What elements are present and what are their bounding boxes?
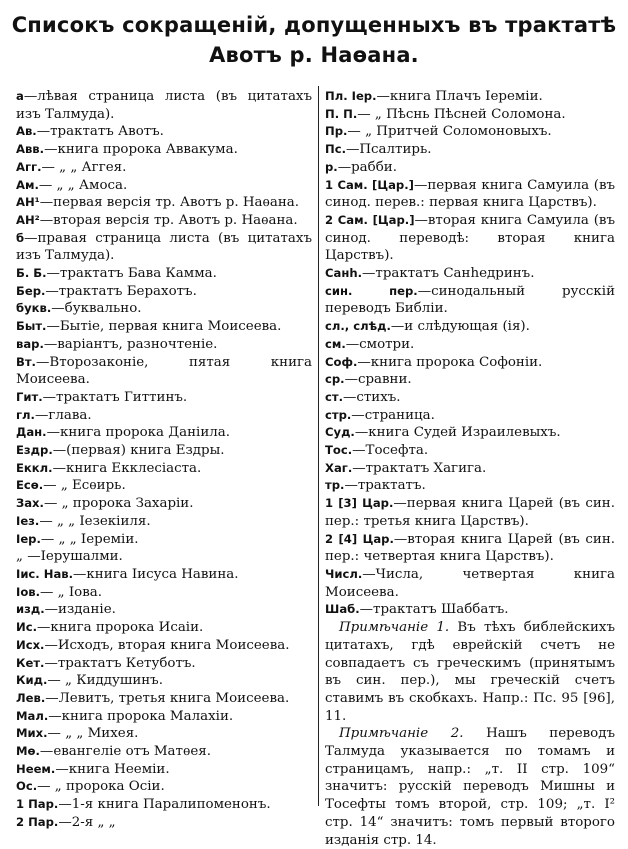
abbreviation-entry <box>16 796 312 814</box>
abbreviation-term: Iер. <box>16 531 41 546</box>
abbreviation-definition: —вторая книга Царей (въ син. пер.: четвертая книга Царствъ). <box>325 531 615 565</box>
abbreviation-definition: —книга Екклесіаста. <box>52 460 202 476</box>
right-column <box>325 88 615 849</box>
abbreviation-entry <box>16 194 312 212</box>
abbreviation-entry <box>16 88 312 123</box>
abbreviation-entry <box>325 371 615 389</box>
abbreviation-definition: —книга пророка Даніила. <box>46 425 230 441</box>
abbreviation-term: изд. <box>16 602 45 617</box>
abbreviation-definition: — „ Есѳирь. <box>43 478 126 494</box>
abbreviation-term: Кид. <box>16 673 48 688</box>
abbreviation-definition: —Тосефта. <box>352 443 429 459</box>
abbreviation-term: Еккл. <box>16 460 53 475</box>
abbreviation-term: Iис. Нав. <box>16 566 74 581</box>
abbreviation-entry <box>325 531 615 566</box>
abbreviation-entry <box>16 123 312 141</box>
abbreviation-entry <box>325 407 615 425</box>
abbreviation-entry <box>325 354 615 372</box>
abbreviation-entry <box>16 177 312 195</box>
abbreviation-term: 2 Сам. [Цар.] <box>325 212 415 227</box>
abbreviation-entry <box>325 318 615 336</box>
abbreviation-entry <box>325 442 615 460</box>
abbreviation-term: 2 [4] Цар. <box>325 531 394 546</box>
abbreviation-entry <box>16 460 312 478</box>
abbreviation-term: а <box>16 89 24 103</box>
abbreviation-definition: —(первая) книга Ездры. <box>52 443 225 459</box>
abbreviation-definition: —книга Плачъ Iереміи. <box>376 89 543 104</box>
abbreviation-entry <box>16 513 312 531</box>
abbreviation-entry <box>16 690 312 708</box>
abbreviation-entry <box>16 159 312 177</box>
abbreviation-entry <box>16 778 312 796</box>
footnote-paragraph <box>325 619 615 725</box>
abbreviation-term: Числ. <box>325 566 363 581</box>
footnote-heading: Примѣчаніе 1. <box>339 620 450 636</box>
abbreviation-term: АН² <box>16 212 40 227</box>
abbreviation-entry <box>325 212 615 265</box>
abbreviation-definition: —вторая книга Самуила (въ синод. переводѣ: вторая книга Царствъ). <box>325 212 615 264</box>
abbreviation-entry <box>16 300 312 318</box>
abbreviation-term: Мал. <box>16 708 49 723</box>
abbreviation-definition: —книга пророка Малахіи. <box>48 708 234 724</box>
abbreviation-term: Iов. <box>16 584 41 599</box>
abbreviation-entry <box>16 601 312 619</box>
abbreviation-term: б <box>16 230 25 245</box>
abbreviation-definition: —глава. <box>34 407 92 423</box>
abbreviation-definition: —Левитъ, третья книга Моисеева. <box>45 690 290 706</box>
abbreviation-entry <box>325 495 615 530</box>
abbreviation-definition: —страница. <box>351 407 435 423</box>
abbreviation-entry <box>325 106 615 124</box>
abbreviation-definition: —варіантъ, разночтеніе. <box>43 336 218 352</box>
abbreviation-definition: — „ пророка Захаріи. <box>43 496 194 512</box>
abbreviation-term: 1 [3] Цар. <box>325 496 394 511</box>
abbreviation-term: 1 Пар. <box>16 797 59 812</box>
abbreviation-term: Бер. <box>16 283 46 298</box>
abbreviation-definition: —книга Iисуса Навина. <box>73 566 239 582</box>
abbreviation-definition: —Исходъ, вторая книга Моисеева. <box>44 637 290 653</box>
right-abbreviation-list <box>325 88 615 619</box>
abbreviation-definition: —трактатъ Бава Камма. <box>46 266 217 282</box>
abbreviation-term: Ездр. <box>16 443 53 458</box>
abbreviation-term: 1 Сам. [Цар.] <box>325 177 414 192</box>
abbreviation-term: ст. <box>325 389 343 404</box>
abbreviation-entry <box>16 584 312 602</box>
abbreviation-term: 2 Пар. <box>16 814 59 829</box>
abbreviation-term: Санh. <box>325 266 363 281</box>
abbreviation-entry <box>325 566 615 601</box>
abbreviation-term: сл., слѣд. <box>325 319 391 334</box>
abbreviation-term: Дан. <box>16 425 47 440</box>
abbreviation-term: Гит. <box>16 389 43 404</box>
abbreviation-definition: —2-я „ „ <box>58 814 116 830</box>
abbreviation-definition: — „ „ Iереміи. <box>40 531 139 547</box>
abbreviation-definition: —трактатъ Хагига. <box>352 460 487 476</box>
abbreviation-entry <box>16 655 312 673</box>
abbreviation-entry <box>325 265 615 283</box>
abbreviation-definition: —первая книга Самуила (въ синод. перев.: первая книга Царствъ). <box>325 177 616 211</box>
abbreviation-definition: —стихъ. <box>343 389 401 405</box>
abbreviation-definition: — „ „ Амоса. <box>38 177 128 193</box>
abbreviation-entry <box>16 566 312 584</box>
abbreviation-definition: — „ Пѣснь Пѣсней Соломона. <box>357 106 566 122</box>
page-title-line-2: Авотъ р. Наѳана. <box>209 43 419 67</box>
abbreviation-definition: —Второзаконіе, пятая книга Моисеева. <box>16 354 312 388</box>
abbreviation-term: Шаб. <box>325 602 360 617</box>
abbreviation-definition: —правая страница листа (въ цитатахъ изъ Талмуда). <box>16 230 312 264</box>
abbreviation-entry <box>325 477 615 495</box>
abbreviation-definition: —вторая версія тр. Авотъ р. Наѳана. <box>39 212 298 228</box>
abbreviation-definition: — „ пророка Осіи. <box>37 779 165 795</box>
abbreviation-term: Кет. <box>16 655 45 670</box>
abbreviation-term: тр. <box>325 478 345 493</box>
abbreviation-definition: —трактатъ Гиттинъ. <box>42 389 188 405</box>
abbreviation-term: Лев. <box>16 690 46 705</box>
abbreviation-term: Ав. <box>16 124 37 139</box>
column-divider <box>318 86 319 806</box>
abbreviation-entry <box>16 725 312 743</box>
abbreviation-entry <box>16 531 312 549</box>
abbreviation-definition: „ —Iерушалми. <box>16 549 123 565</box>
abbreviation-term: букв. <box>16 301 52 316</box>
abbreviation-entry <box>16 442 312 460</box>
abbreviation-definition: —сравни. <box>344 372 412 388</box>
abbreviation-entry <box>16 407 312 425</box>
abbreviation-definition: —трактатъ Шаббатъ. <box>359 602 509 618</box>
abbreviation-definition: —трактатъ. <box>344 478 426 494</box>
abbreviation-entry <box>325 424 615 442</box>
abbreviation-term: Хаг. <box>325 460 353 475</box>
abbreviation-definition: — „ Притчей Соломоновыхъ. <box>347 124 552 140</box>
abbreviation-entry <box>16 230 312 265</box>
abbreviation-entry <box>325 460 615 478</box>
page-title-line-1: Списокъ сокращеній, допущенныхъ въ трактатѣ <box>11 13 617 37</box>
abbreviation-entry <box>16 619 312 637</box>
abbreviation-term: см. <box>325 336 346 351</box>
abbreviation-entry <box>325 601 615 619</box>
abbreviation-entry <box>325 88 615 106</box>
abbreviation-definition: —синодальный русскій переводъ Библіи. <box>325 283 615 317</box>
abbreviation-entry <box>16 761 312 779</box>
abbreviation-definition: — „ Iова. <box>40 584 103 600</box>
abbreviation-entry <box>325 389 615 407</box>
footnote-paragraph <box>325 725 615 849</box>
abbreviation-definition: —первая книга Царей (въ син. пер.: третья книга Царствъ). <box>325 496 615 529</box>
abbreviation-definition: — „ Киддушинъ. <box>47 673 163 689</box>
abbreviation-term: р. <box>325 159 338 174</box>
abbreviation-entry <box>16 283 312 301</box>
abbreviation-entry <box>16 814 312 832</box>
abbreviation-term: Мѳ. <box>16 744 40 759</box>
abbreviation-term: Исх. <box>16 637 45 652</box>
abbreviation-term: Б. Б. <box>16 266 47 281</box>
abbreviation-entry <box>325 141 615 159</box>
abbreviation-term: вар. <box>16 336 44 351</box>
abbreviation-entry <box>325 159 615 177</box>
abbreviation-definition: —Бытіе, первая книга Моисеева. <box>46 319 282 335</box>
abbreviation-term: Соф. <box>325 354 358 369</box>
abbreviation-term: стр. <box>325 407 352 422</box>
abbreviation-definition: — „ „ Iезекіиля. <box>39 513 151 529</box>
abbreviation-entry <box>16 495 312 513</box>
abbreviation-definition: —изданіе. <box>44 602 116 618</box>
abbreviation-term: Есѳ. <box>16 478 44 493</box>
abbreviation-entry <box>16 477 312 495</box>
abbreviation-definition: —книга Нееміи. <box>55 761 170 777</box>
abbreviation-definition: —трактатъ Кетуботъ. <box>44 655 196 671</box>
abbreviation-entry <box>16 336 312 354</box>
abbreviation-term: Ам. <box>16 177 39 192</box>
abbreviation-term: Зах. <box>16 496 44 511</box>
abbreviation-definition: —смотри. <box>345 336 415 352</box>
abbreviation-definition: —Числа, четвертая книга Моисеева. <box>325 566 615 600</box>
abbreviation-definition: —лѣвая страница листа (въ цитатахъ изъ Талмуда). <box>16 89 312 122</box>
abbreviation-entry <box>16 354 312 389</box>
abbreviation-entry <box>16 672 312 690</box>
abbreviation-definition: —и слѣдующая (ія). <box>390 319 530 335</box>
abbreviation-definition: —трактатъ Санhедринъ. <box>362 266 535 282</box>
abbreviation-term: Суд. <box>325 425 355 440</box>
abbreviation-definition: —книга пророка Исаіи. <box>36 620 204 636</box>
abbreviation-entry <box>16 637 312 655</box>
notes-section <box>325 619 615 849</box>
abbreviation-entry <box>16 265 312 283</box>
abbreviation-definition: —1-я книга Паралипоменонъ. <box>58 797 271 813</box>
abbreviation-definition: — „ „ Аггея. <box>41 159 127 175</box>
abbreviation-definition: —книга Судей Израилевыхъ. <box>354 425 561 441</box>
abbreviation-term: Быт. <box>16 319 47 334</box>
abbreviation-term: Ис. <box>16 620 37 635</box>
footnote-text: Нашъ переводъ Талмуда указывается по томамъ и страницамъ, напр.: „т. II стр. 109“ значитъ: русскій переводъ Мишны и Тосефты томъ второй, стр. 109; „т. I² стр. 14“ значитъ: томъ первый второго изданія стр. 14. <box>325 726 615 848</box>
abbreviation-entry <box>325 283 615 318</box>
abbreviation-term: син. пер. <box>325 283 418 298</box>
abbreviation-term: Мих. <box>16 726 48 741</box>
abbreviation-definition: — „ „ Михея. <box>47 726 139 742</box>
abbreviation-entry <box>16 424 312 442</box>
abbreviation-entry <box>16 548 312 566</box>
abbreviation-definition: —трактатъ Авотъ. <box>36 124 164 140</box>
abbreviation-definition: —рабби. <box>337 159 397 175</box>
abbreviation-term: ср. <box>325 372 345 387</box>
footnote-text: Въ тѣхъ библейскихъ цитатахъ, гдѣ еврейскій счетъ не совпадаетъ съ греческимъ (принятымъ въ син. пер.), мы греческій счетъ ставимъ въ скобкахъ. Напр.: Пс. 95 [96], 11. <box>325 620 615 724</box>
abbreviation-entry <box>16 389 312 407</box>
abbreviation-term: Авв. <box>16 142 45 157</box>
abbreviation-term: Iез. <box>16 513 40 528</box>
abbreviation-entry <box>325 123 615 141</box>
abbreviation-term: П. П. <box>325 106 358 121</box>
abbreviation-definition: —книга пророка Аввакума. <box>44 142 238 158</box>
abbreviation-term: Ос. <box>16 779 38 794</box>
abbreviation-term: Неем. <box>16 761 56 776</box>
abbreviation-term: Агг. <box>16 159 42 174</box>
abbreviation-definition: —Псалтирь. <box>345 142 432 158</box>
abbreviation-term: Вт. <box>16 354 36 369</box>
abbreviation-term: Пр. <box>325 124 348 139</box>
abbreviation-entry <box>16 318 312 336</box>
abbreviation-definition: —евангеліе отъ Матѳея. <box>39 744 211 760</box>
abbreviation-definition: —буквально. <box>51 301 142 317</box>
footnote-heading: Примѣчаніе 2. <box>339 726 464 742</box>
abbreviation-term: Пл. Iер. <box>325 89 377 103</box>
abbreviation-term: Тос. <box>325 443 353 458</box>
abbreviation-entry <box>16 212 312 230</box>
abbreviation-entry <box>325 177 615 212</box>
abbreviation-definition: —книга пророка Софоніи. <box>357 354 543 370</box>
abbreviation-term: Пс. <box>325 142 346 157</box>
abbreviation-entry <box>325 336 615 354</box>
left-column <box>16 88 312 832</box>
abbreviation-entry <box>16 141 312 159</box>
abbreviation-entry <box>16 743 312 761</box>
abbreviation-definition: —трактатъ Берахотъ. <box>45 283 197 299</box>
abbreviation-definition: —первая версія тр. Авотъ р. Наѳана. <box>39 195 300 211</box>
abbreviation-term: АН¹ <box>16 195 40 210</box>
abbreviation-term: гл. <box>16 407 35 422</box>
abbreviation-entry <box>16 708 312 726</box>
